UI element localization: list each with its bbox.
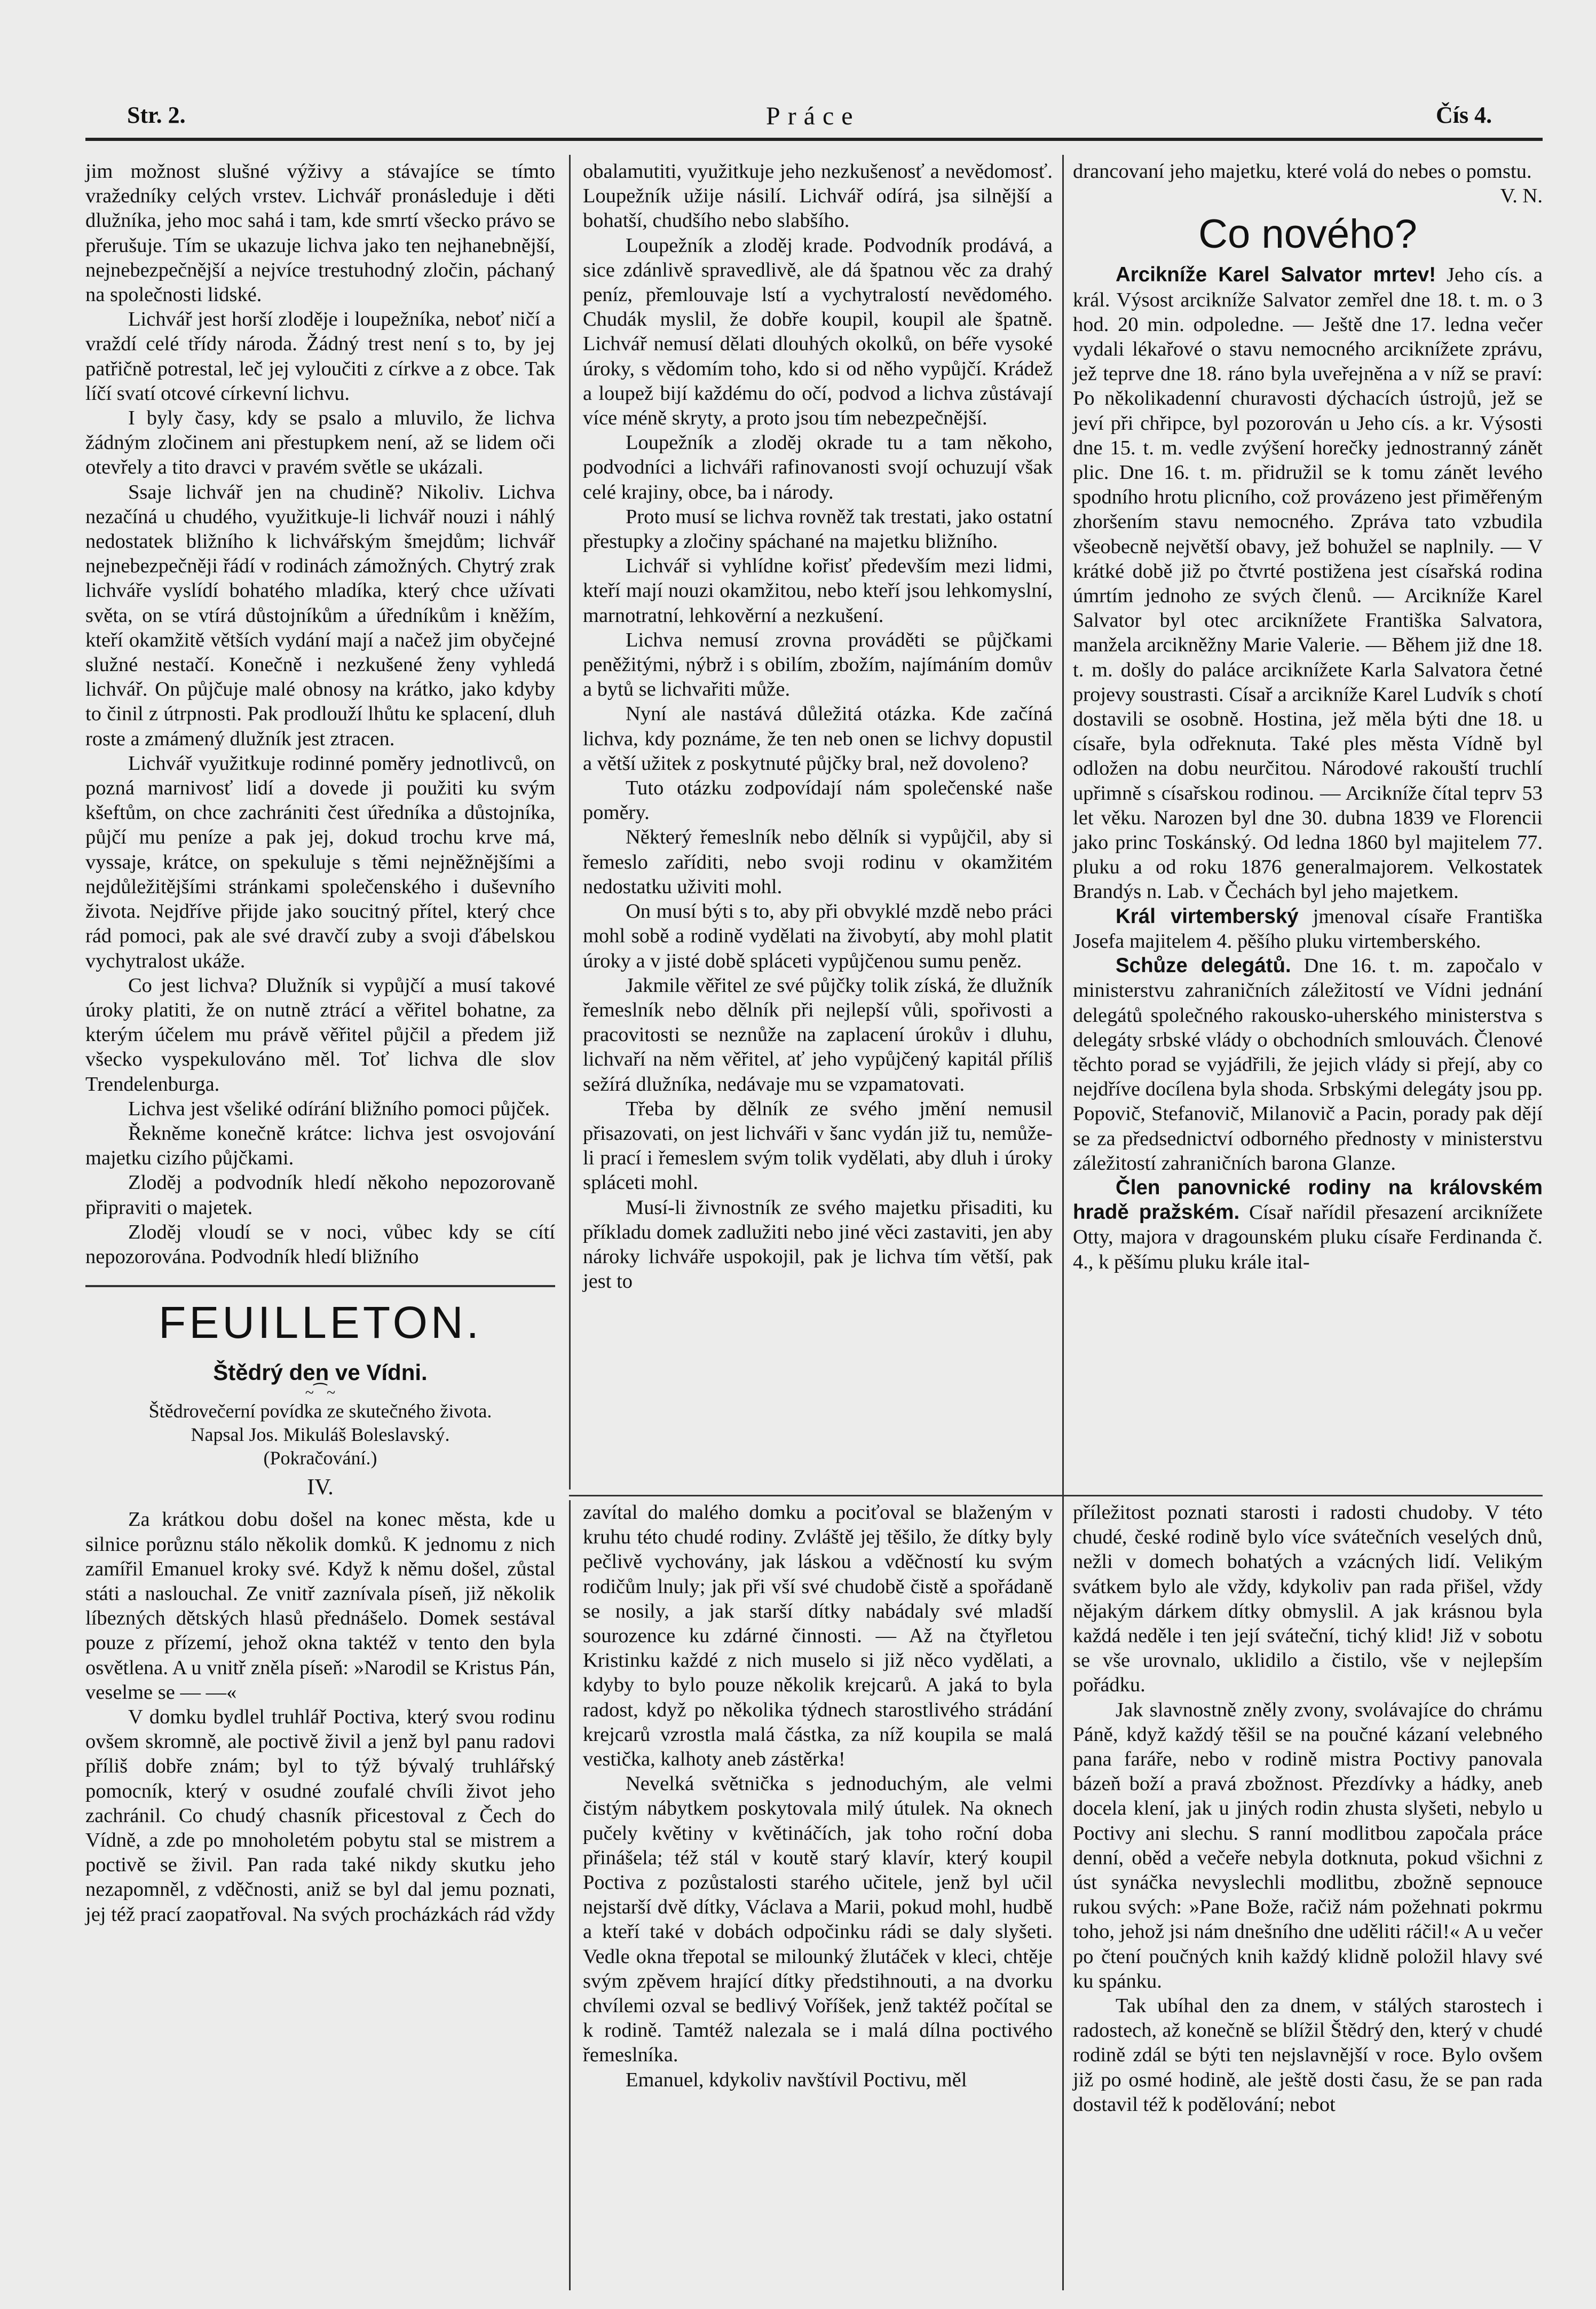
section-rule-middle bbox=[569, 1495, 1062, 1496]
newspaper-title: Práce bbox=[766, 102, 860, 130]
issue-number: Čís 4. bbox=[1436, 102, 1492, 128]
paragraph: Co jest lichva? Dlužník si vypůjčí a musí takové úroky platiti, že on nutně ztrácí a věřitel bohatne, za kterým účelem mu právě věřitel půjčil a předem již všecko vyspekulováno měl. Toť lichva dle slov Trendelenburga. bbox=[85, 974, 555, 1096]
story-title: Štědrý den ve Vídni. bbox=[213, 1360, 428, 1385]
paragraph: Loupežník a zloděj krade. Podvodník prodává, a sice zdánlivě spravedlivě, ale dá špatnou věc za drahý peníz, přemlouvaje lstí a vychytralostí nevědomého. Chudák myslil, že dobře koupil, koupil ale špatně. Lichvář nemusí dělati dlouhých okolků, on béře vysoké úroky, s vědomím toho, kdo si od něho vypůjčí. Krádež a loupež bijí každému do očí, podvod a lichva zůstávají více méně skryty, a proto jsou tím nebezpečnější. bbox=[583, 234, 1053, 430]
paragraph: Loupežník a zloděj okrade tu a tam někoho, podvodníci a lichváři rafinovanosti svojí ochuzují však celé krajiny, obce, ba i národy. bbox=[583, 431, 1053, 503]
news-headline: Schůze delegátů. bbox=[1116, 954, 1291, 978]
header-rule bbox=[85, 138, 1543, 141]
story-subtitle: Štědrovečerní povídka ze skutečného života. bbox=[148, 1400, 492, 1422]
paragraph: I byly časy, kdy se psalo a mluvilo, že lichva žádným zločinem ani přestupkem není, až se lidem oči otevřely a tito dravci v pravém světle se ukázali. bbox=[85, 407, 555, 479]
paragraph: Emanuel, kdykoliv navštívil Poctivu, měl bbox=[626, 2068, 967, 2091]
paragraph: Zloděj a podvodník hledí někoho nepozorovaně připraviti o majetek. bbox=[85, 1171, 555, 1219]
paragraph: Musí-li živnostník ze svého majetku přisaditi, ku příkladu domek zadlužiti nebo jiné věci zastaviti, jen aby nároky lichváře uspokojil, pak je lichva tím větší, pak jest to bbox=[583, 1196, 1053, 1293]
news-headline: Král virtemberský bbox=[1116, 904, 1299, 928]
paragraph: Ssaje lichvář jen na chudině? Nikoliv. Lichva nezačíná u chudého, využitkuje-li lichvář nouzi i náhlý nedostatek bližního k lichvářským šmejdům; lichvář nejnebezpečněji řádí v rodinách zámožných. Chytrý zrak lichváře vyslídí bohatého mladíka, který chce užívati světa, on se vtírá důstojníkům a úředníkům i kněžím, kteří okamžitě větších vydání mají a načež jim obyčejné služné nestačí. Konečně i nezkušené ženy vyhledá lichvář. On půjčuje malé obnosy na krátko, jako kdyby to činil z útrpnosti. Pak prodlouží lhůtu ke splacení, dluh roste a zmámený dlužník jest ztracen. bbox=[85, 480, 555, 750]
column-divider-1 bbox=[569, 155, 571, 1490]
paragraph: Tak ubíhal den za dnem, v stálých starostech i radostech, až konečně se blížil Štědrý den, který v chudé rodině zdál se býti ten nejslavnější v roce. Bylo ovšem již po osmé hodině, ale ještě dosti času, že se pan rada dostavil též k podělování; nebot bbox=[1073, 1995, 1543, 2116]
paragraph: Lichvář jest horší zloděje i loupežníka, neboť ničí a vraždí celé třídy národa. Žádný trest není s to, by jej patřičně potrestal, leč jej vyloučiti z církve a z obce. Tak líčí svatí otcové církevní lichvu. bbox=[85, 308, 555, 405]
paragraph: Jakmile věřitel ze své půjčky tolik získá, že dlužník řemeslník nebo dělník při nejlepší vůli, spořivosti a pracovitosti se neznůže na zaplacení úrokův i dluhu, lichvaří na něm věřitel, ať jeho vypůjčený kapitál příliš sežírá dlužníka, nedávaje mu se vzpamatovati. bbox=[583, 974, 1053, 1096]
paragraph: Lichva nemusí zrovna prováděti se půjčkami peněžitými, nýbrž i s obilím, zbožím, najímáním domův a bytů se lichvařiti může. bbox=[583, 628, 1053, 701]
paragraph: Jak slavnostně zněly zvony, svolávajíce do chrámu Páně, když každý těšil se na poučné kázaní velebného pana faráře, nebo v rodině mistra Poctivy panovala bázeň boží a pravá zbožnost. Přezdívky a hádky, aneb docela klení, jak u jiných rodin zhusta slyšeti, nebylo u Poctivy ani slechu. S ranní modlitbou započala práce denní, oběd a večeře nebyla dotknuta, pokud všichni z úst synáčka nevyslechli modlitbu, zbožně sepnouce rukou svých: »Pane Bože, račiž nám požehnati pokrmu toho, jehož jsi nám dnešního dne uděliti ráčil!« A u večer po čtení poučných knih každý klidně položil hlavy své ku spánku. bbox=[1073, 1698, 1543, 1992]
chapter-number: IV. bbox=[307, 1475, 334, 1500]
paragraph: Lichva jest všeliké odírání bližního pomoci půjček. bbox=[128, 1097, 550, 1120]
author-signature: V. N. bbox=[1500, 185, 1543, 208]
news-column bbox=[1073, 159, 1543, 1274]
column-divider-2 bbox=[1062, 155, 1064, 2290]
paragraph: Řekněme konečně krátce: lichva jest osvojování majetku cizího půjčkami. bbox=[85, 1122, 555, 1170]
paragraph: Proto musí se lichva rovněž tak trestati, jako ostatní přestupky a zločiny spáchané na majetku bližního. bbox=[583, 505, 1053, 553]
feuilleton-rule bbox=[85, 1285, 555, 1287]
paragraph: obalamutiti, využitkuje jeho nezkušenosť a nevědomosť. Loupežník užije násilí. Lichvář odírá, jsa silnější a bohatší, chudšího nebo slabšího. bbox=[583, 160, 1053, 232]
news-text: jmenoval císaře Františka Josefa majitelem 4. pěšího pluku virtemberského. bbox=[1073, 905, 1543, 952]
paragraph: Nevelká světnička s jednoduchým, ale velmi čistým nábytkem poskytovala milý útulek. Na oknech pučely květiny v květináčích, jak toho roční doba přinášela; též stál v koutě starý klavír, který koupil Poctiva z pozůstalosti starého učitele, jenž byl učil nejstarší dvě dítky, Václava a Marii, pokud mohl, hudbě a kteří také v dobách odpočinku rádi se daly slyšeti. Vedle okna třepotal se milounký žlutáček v kleci, chtěje svým zpěvem hrající dítky předstihnouti, a na dvorku chvílemi ozval se bedlivý Voříšek, jenž taktéž počítal se k rodině. Tamtéž nalezala se i malá dílna poctivého řemeslníka. bbox=[583, 1772, 1053, 2067]
news-item bbox=[1073, 263, 1543, 904]
paragraph: drancovaní jeho majetku, které volá do nebes o pomstu. bbox=[1073, 160, 1532, 183]
news-item bbox=[1073, 953, 1543, 1176]
news-item bbox=[1073, 904, 1543, 953]
article-column-1 bbox=[85, 159, 555, 1927]
article-column-2 bbox=[583, 159, 1053, 1294]
page-header bbox=[0, 101, 1596, 133]
continuation-note: (Pokračování.) bbox=[263, 1447, 377, 1469]
paragraph: příležitost poznati starosti i radosti chudoby. V této chudé, české rodině bylo více svátečních veselých dnů, nežli v domech bohatých a vzácných lidí. Velikým svátkem bylo ale vždy, kdykoliv pan rada přišel, vždy nějakým dárkem dítky obmyslil. A jak krásnou byla každá neděle i ten její sváteční, tichý klid! Již v sobotu se vše urovnalo, uklidilo a čistilo, vše v nejlepším pořádku. bbox=[1073, 1501, 1543, 1697]
page-number: Str. 2. bbox=[127, 102, 186, 128]
paragraph: Lichvář si vyhlídne kořisť především mezi lidmi, kteří mají nouzi okamžitou, nebo kteří jsou lehkomyslní, marnotratní, lehkověrní a nezkušení. bbox=[583, 555, 1053, 627]
news-headline: Arcikníže Karel Salvator mrtev! bbox=[1116, 263, 1436, 287]
paragraph: On musí býti s to, aby při obvyklé mzdě nebo práci mohl sobě a rodině vydělati na živobytí, aby mohl platit úroky a v jisté době spláceti vypůjčenou sumu peněz. bbox=[583, 900, 1053, 972]
feuilleton-column-3 bbox=[1073, 1500, 1543, 2117]
ornament-icon: ~⁀~ bbox=[305, 1384, 336, 1402]
feuilleton-column-2 bbox=[583, 1500, 1053, 2092]
paragraph: V domku bydlel truhlář Poctiva, který svou rodinu ovšem skromně, ale poctivě živil a jenž byl panu radovi příliš dobře znám; byl to týž bývalý truhlářský pomocník, který v osudné zoufalé chvíli život jeho zachránil. Co chudý chasník přicestoval z Čech do Vídně, a zde po mnoholetém pobytu stal se mistrem a poctivě se živil. Pan rada také nikdy skutku jeho nezapomněl, z vděčnosti, aniž se byl dal jemu poznati, jej též prací zaopatřoval. Na svých procházkách rád vždy bbox=[85, 1705, 555, 1926]
paragraph: Některý řemeslník nebo dělník si vypůjčil, aby si řemeslo zaříditi, nebo svoji rodinu v okamžitém nedostatku uživiti mohl. bbox=[583, 826, 1053, 898]
feuilleton-label: FEUILLETON. bbox=[159, 1297, 482, 1348]
paragraph: jim možnost slušné výživy a stávajíce se tímto vražedníky celých vrstev. Lichvář pronásleduje i děti dlužníka, jeho moc sahá i tam, kde smrtí všecko právo se přerušuje. Tím se ukazuje lichva jako ten nejhanebnější, nejnebezpečnější a nejvíce trestuhodný zločin, páchaný na společnosti lidské. bbox=[85, 160, 555, 306]
news-item bbox=[1073, 1176, 1543, 1274]
section-rule-right bbox=[1062, 1495, 1543, 1496]
story-author: Napsal Jos. Mikuláš Boleslavský. bbox=[191, 1424, 450, 1446]
paragraph: Zloděj vloudí se v noci, vůbec kdy se cítí nepozorována. Podvodník hledí bližního bbox=[85, 1220, 555, 1268]
news-text: Jeho cís. a král. Výsost arcikníže Salvator zemřel dne 18. t. m. o 3 hod. 20 min. odpoledne. — Ještě dne 17. ledna večer vydali lékařové o stavu nemocného arciknížete zprávu, jež teprve dne 18. ráno byla uveřejněna a v níž se praví: Po několikadenní churavosti dýchacích ústrojů, jež se jeví při chřipce, byl pozorován u Jeho cís. a kr. Výsosti dne 15. t. m. vedle zvýšení horečky jednostranný zánět plic. Dne 16. t. m. přidružil se k tomu zánět levého spodního hrotu plicního, což provázeno jest přiměřeným zhoršením stavu nemocného. Zpráva tato vzbudila všeobecně největší obavy, jež bohužel se naplnily. — V krátké době již po čtvrté postižena jest císařská rodina úmrtím jednoho ze svých členů. — Arcikníže Karel Salvator byl otec arciknížete Františka Salvatora, manžela arcikněžny Marie Valerie. — Během již dne 18. t. m. došly do paláce arciknížete Karla Salvatora četné projevy soustrasti. Císař a arcikníže Karel Ludvík s chotí dostavili se osobně. Hostina, jež měla býti dne 18. u císaře, byla odřeknuta. Také ples města Vídně byl odložen na dobu neurčitou. Národové rakouští truchlí upřimně s císařskou rodinou. — Arcikníže čítal teprv 53 let věku. Narozen byl dne 30. dubna 1839 ve Florencii jako princ Toskánský. Od ledna 1860 byl majitelem 77. pluku a od roku 1876 generalmajorem. Velkostatek Brandýs n. Lab. v Čechách byl jeho majetkem. bbox=[1073, 264, 1543, 903]
paragraph: Nyní ale nastává důležitá otázka. Kde začíná lichva, kdy poznáme, že ten neb onen se lichvy dopustil a větší užitek z poskytnuté půjčky bral, než dovoleno? bbox=[583, 703, 1053, 775]
paragraph: Lichvář využitkuje rodinné poměry jednotlivců, on pozná marnivosť lidí a dovede ji použiti ku svým kšeftům, on chce zachrániti čest úředníka a důstojníka, půjčí mu peníze a pak jej, dokud trochu krve má, vyssaje, krátce, on spekuluje s těmi nejněžnějšími a nejdůležitějšími stránkami společenského i duševního života. Nejdříve přijde jako soucitný přítel, který chce rád pomoci, pak ale své dravčí zuby a svoji ďábelskou vychytralost ukáže. bbox=[85, 752, 555, 972]
paragraph: Za krátkou dobu došel na konec města, kde u silnice porůznu stálo několik domků. K jednomu z nich zamířil Emanuel kroky své. Když k němu došel, zůstal státi a naslouchal. Ze vnitř zaznívala píseň, již několik líbezných dětských hlasů přednášelo. Domek sestával pouze z přízemí, jehož okna taktéž v tento den byla osvětlena. A u vnitř zněla píseň: »Narodil se Kristus Pán, veselme se — —« bbox=[85, 1508, 555, 1704]
news-headline: Člen panovnické rodiny na královském hradě pražském. bbox=[1073, 1176, 1543, 1224]
news-heading: Co nového? bbox=[1198, 211, 1417, 257]
news-text: Dne 16. t. m. započalo v ministerstvu zahraničních záležitostí ve Vídni jednání delegátů společného rakousko-uherského ministerstva s delegáty srbské vlády o obchodních smlouvách. Členové těchto porad se vyjádřili, že jejich vlády si přejí, aby co nejdříve docílena byla shoda. Srbskými delegáty jsou pp. Popovič, Stefanovič, Milanovič a Pacin, porady pak dějí se za předsednictví odborného přednosty v ministerstvu záležitostí zahraničních barona Glanze. bbox=[1073, 955, 1543, 1175]
paragraph: zavítal do malého domku a pociťoval se blaženým v kruhu této chudé rodiny. Zvláště jej těšilo, že dítky byly pečlivě vychovány, jak láskou a vděčností ku svým rodičům lnuly; jak při vší své chudobě čistě a spořádaně se nosily, a jak starší dítky nabádaly své mladší sourozence ku zdárné činnosti. — Až na čtyřletou Kristinku každé z nich muselo si již něco vydělati, a kdyby to bylo pouze několik krejcarů. A jaká to byla radost, když po několika týdnech starostlivého strádání krejcarů vzrostla malá částka, za níž koupila se malá vestička, kalhoty aneb zástěrka! bbox=[583, 1501, 1053, 1771]
news-text: Císař nařídil přesazení arciknížete Otty, majora v dragounském pluku císaře Ferdinanda č. 4., k pěšímu pluku krále ital- bbox=[1073, 1201, 1543, 1273]
paragraph: Tuto otázku zodpovídají nám společenské naše poměry. bbox=[583, 777, 1053, 824]
column-divider-3 bbox=[569, 1500, 571, 2290]
paragraph: Třeba by dělník ze svého jmění nemusil přisazovati, on jest lichváři v šanc vydán již tu, nemůže-li prací i řemeslem svým tolik vydělati, aby dluh i úroky spláceti mohl. bbox=[583, 1097, 1053, 1194]
